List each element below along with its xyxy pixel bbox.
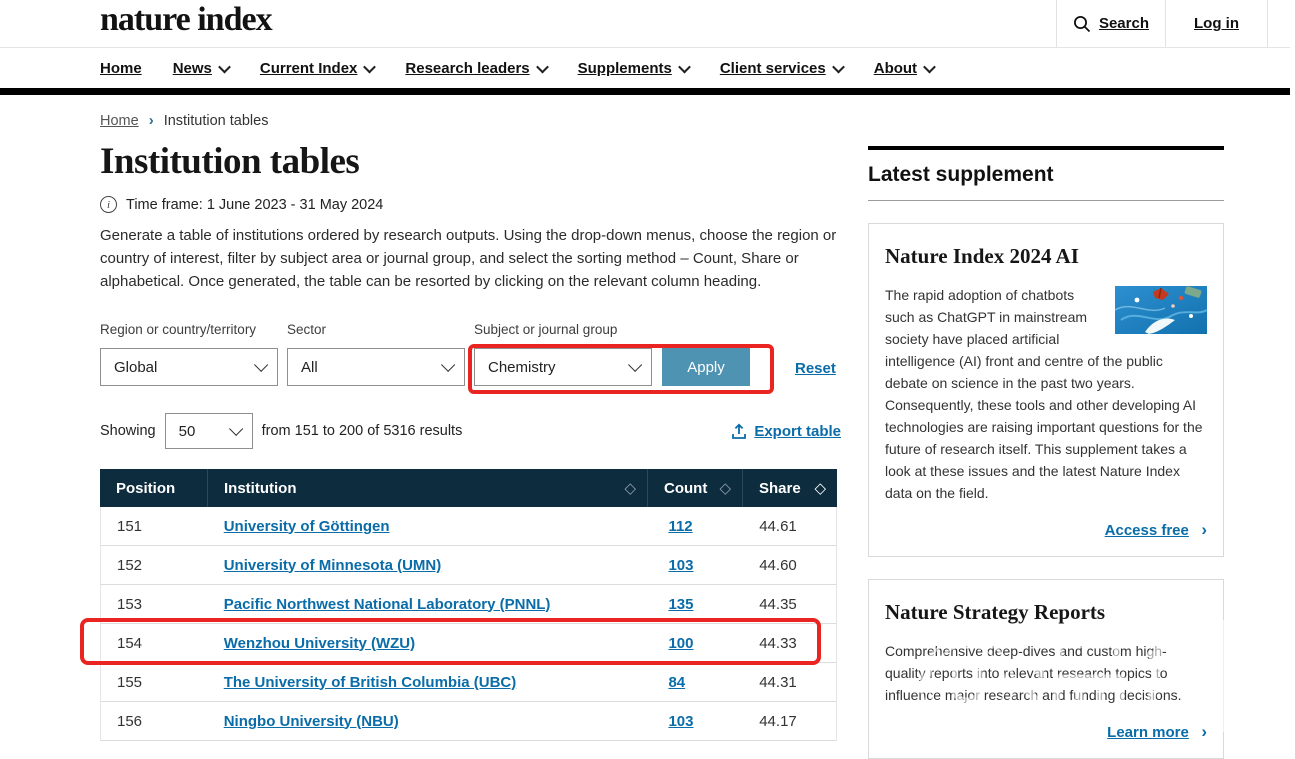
chevron-down-icon — [364, 60, 377, 73]
chevron-down-icon — [923, 60, 936, 73]
subject-filter — [474, 322, 750, 386]
nav-item-label: Current Index — [259, 59, 358, 77]
sector-filter — [287, 322, 465, 386]
export-label: Export table — [754, 422, 841, 440]
strategy-card-title: Nature Strategy Reports — [885, 600, 1106, 624]
sort-icon[interactable]: ◇ — [624, 480, 636, 497]
supplement-card — [868, 223, 1224, 557]
main-content — [100, 112, 841, 741]
chevron-right-icon: › — [1201, 722, 1207, 741]
institution-cell — [208, 674, 647, 691]
column-header-label: Count — [664, 479, 708, 497]
table-body — [100, 507, 837, 741]
page-size-select[interactable] — [165, 413, 253, 449]
region-filter-label: Region or country/territory — [100, 322, 257, 337]
count-link[interactable]: 135 — [668, 595, 694, 613]
share-cell: 44.33 — [759, 634, 797, 652]
position-cell: 156 — [117, 712, 143, 730]
institution-link[interactable]: University of Minnesota (UMN) — [223, 556, 442, 574]
breadcrumb — [100, 112, 841, 129]
count-cell — [646, 518, 741, 535]
institution-link[interactable]: Wenzhou University (WZU) — [223, 634, 416, 652]
nav-item-supplements[interactable] — [578, 60, 689, 77]
access-free-link[interactable]: Access free — [1104, 522, 1189, 539]
filters-row — [100, 322, 841, 386]
table-row — [100, 663, 837, 702]
nav-black-bar — [0, 88, 1290, 95]
region-filter — [100, 322, 278, 386]
sort-icon[interactable]: ◇ — [814, 480, 826, 497]
institution-cell — [208, 596, 647, 613]
nav-item-label: Client services — [719, 59, 826, 77]
breadcrumb-home-link[interactable]: Home — [100, 112, 139, 129]
nav-item-about[interactable] — [874, 60, 934, 77]
top-header — [0, 0, 1290, 48]
chevron-down-icon — [254, 358, 268, 372]
count-link[interactable]: 100 — [668, 634, 694, 652]
top-header-actions — [1056, 0, 1290, 47]
share-cell: 44.61 — [759, 517, 797, 535]
column-header-institution[interactable] — [207, 469, 647, 507]
institution-cell — [208, 713, 647, 730]
sector-filter-label: Sector — [287, 322, 327, 337]
main-nav — [0, 48, 1290, 88]
chevron-down-icon — [229, 422, 243, 436]
login-link[interactable]: Log in — [1194, 15, 1239, 32]
nav-item-label: Research leaders — [405, 59, 530, 77]
nav-item-label: Supplements — [577, 59, 672, 77]
institution-link[interactable]: Ningbo University (NBU) — [223, 712, 399, 730]
supplement-card-body: The rapid adoption of chatbots such as ChatGPT in mainstream society have placed artificial intelligence (AI) front and centre of the public debate on science in the past two years. Consequently, these tools and other developing AI technologies are raising important questions for the future of research itself. This supplement takes a look at these issues and the latest Nature Index data on the field. — [885, 287, 1203, 501]
column-header-label: Position — [116, 479, 176, 497]
count-cell — [646, 713, 741, 730]
chevron-down-icon — [628, 358, 642, 372]
column-header-label: Institution — [224, 479, 297, 497]
institution-link[interactable]: University of Göttingen — [223, 517, 390, 535]
subject-select[interactable] — [474, 348, 652, 386]
time-frame-row — [100, 196, 841, 213]
table-header-row — [100, 469, 837, 507]
count-cell — [646, 557, 741, 574]
info-icon: i — [100, 196, 117, 213]
table-row — [100, 702, 837, 741]
nav-item-client-services[interactable] — [720, 60, 843, 77]
search-label: Search — [1098, 15, 1149, 32]
table-row — [100, 546, 837, 585]
institution-cell — [208, 635, 647, 652]
nav-item-research-leaders[interactable] — [405, 60, 546, 77]
share-cell: 44.60 — [759, 556, 797, 574]
count-link[interactable]: 84 — [668, 673, 686, 691]
showing-label: Showing — [100, 423, 156, 439]
chevron-right-icon: › — [148, 112, 154, 129]
chevron-down-icon — [218, 60, 231, 73]
nav-item-home[interactable] — [100, 60, 142, 77]
strategy-reports-card — [868, 579, 1224, 759]
page-description: Generate a table of institutions ordered by research outputs. Using the drop-down menus, choose the region or country of interest, filter by subject area or journal group, and select the sorting method – Count, Share or alphabetical. Once generated, the table can be resorted by clicking on the relevant column heading. — [100, 227, 837, 290]
column-header-position — [100, 469, 207, 507]
results-bar — [100, 413, 841, 449]
nav-item-label: Home — [100, 59, 142, 77]
count-cell — [646, 674, 741, 691]
subject-filter-label: Subject or journal group — [474, 322, 618, 337]
sort-icon[interactable]: ◇ — [719, 480, 731, 497]
count-link[interactable]: 103 — [668, 712, 694, 730]
position-cell: 154 — [117, 634, 143, 652]
institution-cell — [208, 557, 647, 574]
sector-select[interactable] — [287, 348, 465, 386]
chevron-down-icon — [678, 60, 691, 73]
institution-cell — [208, 518, 647, 535]
nav-item-label: News — [172, 59, 212, 77]
region-select[interactable] — [100, 348, 278, 386]
share-cell: 44.31 — [759, 673, 797, 691]
table-row — [100, 624, 837, 663]
institution-link[interactable]: Pacific Northwest National Laboratory (PNNL) — [223, 595, 551, 613]
breadcrumb-current: Institution tables — [163, 112, 269, 129]
apply-button[interactable]: Apply — [662, 348, 750, 386]
reset-link[interactable]: Reset — [795, 360, 836, 377]
count-cell — [646, 596, 741, 613]
divider — [1267, 0, 1268, 47]
search-icon — [1073, 15, 1091, 33]
export-table-link[interactable] — [731, 423, 841, 440]
nav-item-news[interactable] — [173, 60, 229, 77]
search-link[interactable] — [1073, 15, 1149, 33]
sidebar-heading-rule — [868, 200, 1224, 201]
position-cell: 153 — [117, 595, 143, 613]
sidebar-heading: Latest supplement — [868, 163, 1054, 186]
position-cell: 155 — [117, 673, 143, 691]
column-header-label: Share — [759, 479, 801, 497]
nav-item-current-index[interactable] — [260, 60, 375, 77]
count-link[interactable]: 103 — [668, 556, 694, 574]
table-row — [100, 507, 837, 546]
export-icon — [731, 423, 747, 440]
region-select-value: Global — [114, 358, 158, 376]
position-cell: 151 — [117, 517, 143, 535]
supplement-card-title: Nature Index 2024 AI — [885, 244, 1079, 268]
subject-select-value: Chemistry — [488, 358, 556, 376]
sidebar — [868, 146, 1224, 759]
page-size-value: 50 — [178, 422, 196, 440]
share-cell: 44.35 — [759, 595, 797, 613]
table-row — [100, 585, 837, 624]
position-cell: 152 — [117, 556, 143, 574]
strategy-card-body: Comprehensive deep-dives and custom high-quality reports into relevant research topics to influence major research and funding decisions. — [885, 643, 1182, 703]
column-header-share[interactable] — [742, 469, 837, 507]
time-frame-text: Time frame: 1 June 2023 - 31 May 2024 — [126, 196, 384, 213]
sector-select-value: All — [301, 358, 318, 376]
chevron-down-icon — [832, 60, 845, 73]
supplement-thumbnail-image — [1115, 286, 1207, 334]
institution-table — [100, 469, 837, 741]
nav-item-label: About — [873, 59, 918, 77]
column-header-count[interactable] — [647, 469, 742, 507]
chevron-down-icon — [441, 358, 455, 372]
chevron-down-icon — [536, 60, 549, 73]
nature-index-logo[interactable]: nature index — [100, 1, 272, 38]
learn-more-link[interactable]: Learn more — [1107, 724, 1189, 741]
count-cell — [646, 635, 741, 652]
results-range-text: from 151 to 200 of 5316 results — [261, 423, 463, 439]
institution-link[interactable]: The University of British Columbia (UBC) — [223, 673, 517, 691]
share-cell: 44.17 — [759, 712, 797, 730]
count-link[interactable]: 112 — [668, 517, 693, 535]
sidebar-top-rule — [868, 146, 1224, 150]
page-title: Institution tables — [100, 141, 360, 182]
chevron-right-icon: › — [1201, 520, 1207, 539]
